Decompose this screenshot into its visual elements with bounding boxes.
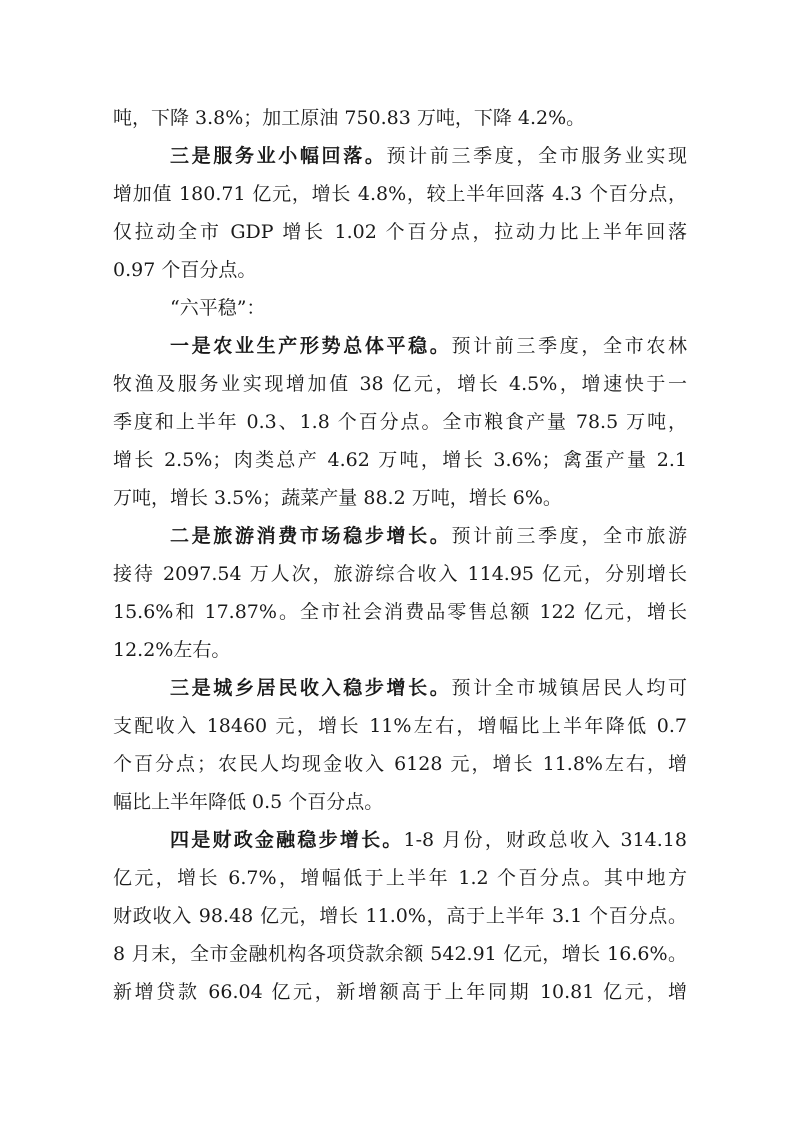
text-line — [113, 99, 687, 137]
bold-heading: 四是财政金融稳步增长。 — [170, 829, 404, 851]
text-line — [113, 783, 687, 821]
text-line — [113, 935, 687, 973]
line-text: 幅比上半年降低 0.5 个百分点。 — [113, 791, 384, 813]
bold-heading: 三是城乡居民收入稳步增长。 — [170, 677, 452, 699]
text-line — [113, 479, 687, 517]
text-line — [113, 403, 687, 441]
document-body — [113, 99, 687, 1011]
text-line — [113, 137, 687, 175]
line-text: 接待 2097.54 万人次，旅游综合收入 114.95 亿元，分别增长 — [113, 563, 687, 585]
line-text: 吨，下降 3.8%；加工原油 750.83 万吨，下降 4.2%。 — [113, 107, 586, 129]
line-text: 支配收入 18460 元，增长 11%左右，增幅比上半年降低 0.7 — [113, 715, 687, 737]
text-line — [113, 441, 687, 479]
text-line — [113, 669, 687, 707]
text-line — [113, 517, 687, 555]
text-line — [113, 365, 687, 403]
line-text: 增加值 180.71 亿元，增长 4.8%，较上半年回落 4.3 个百分点， — [113, 183, 687, 205]
line-text: 个百分点；农民人均现金收入 6128 元，增长 11.8%左右，增 — [113, 753, 687, 775]
text-line — [113, 175, 687, 213]
text-line — [113, 897, 687, 935]
line-text: 12.2%左右。 — [113, 639, 231, 661]
line-text: 15.6%和 17.87%。全市社会消费品零售总额 122 亿元，增长 — [113, 601, 687, 623]
line-text: 预计前三季度，全市农林 — [451, 335, 687, 357]
line-text: 新增贷款 66.04 亿元，新增额高于上年同期 10.81 亿元，增 — [113, 981, 687, 1003]
line-text: 预计前三季度，全市服务业实现 — [386, 145, 687, 167]
line-text: 亿元，增长 6.7%，增幅低于上半年 1.2 个百分点。其中地方 — [113, 867, 687, 889]
line-text: 1-8 月份，财政总收入 314.18 — [403, 829, 687, 851]
text-line — [113, 327, 687, 365]
line-text: “六平稳”： — [170, 297, 266, 319]
bold-heading: 二是旅游消费市场稳步增长。 — [170, 525, 452, 547]
line-text: 季度和上半年 0.3、1.8 个百分点。全市粮食产量 78.5 万吨， — [113, 411, 687, 433]
line-text: 预计前三季度，全市旅游 — [451, 525, 687, 547]
text-line — [113, 251, 687, 289]
text-line — [113, 859, 687, 897]
text-line — [113, 593, 687, 631]
line-text: 8 月末，全市金融机构各项贷款余额 542.91 亿元，增长 16.6%。 — [113, 943, 687, 965]
line-text: 增长 2.5%；肉类总产 4.62 万吨，增长 3.6%；禽蛋产量 2.1 — [113, 449, 687, 471]
line-text: 牧渔及服务业实现增加值 38 亿元，增长 4.5%，增速快于一 — [113, 373, 687, 395]
text-line — [113, 707, 687, 745]
bold-heading: 一是农业生产形势总体平稳。 — [170, 335, 452, 357]
bold-heading: 三是服务业小幅回落。 — [170, 145, 387, 167]
text-line — [113, 631, 687, 669]
line-text: 万吨，增长 3.5%；蔬菜产量 88.2 万吨，增长 6%。 — [113, 487, 562, 509]
text-line — [113, 821, 687, 859]
line-text: 0.97 个百分点。 — [113, 259, 257, 281]
line-text: 预计全市城镇居民人均可 — [451, 677, 687, 699]
text-line — [113, 745, 687, 783]
text-line — [113, 555, 687, 593]
line-text: 财政收入 98.48 亿元，增长 11.0%，高于上半年 3.1 个百分点。 — [113, 905, 687, 927]
text-line — [113, 289, 687, 327]
text-line — [113, 213, 687, 251]
line-text: 仅拉动全市 GDP 增长 1.02 个百分点，拉动力比上半年回落 — [113, 221, 687, 243]
text-line — [113, 973, 687, 1011]
